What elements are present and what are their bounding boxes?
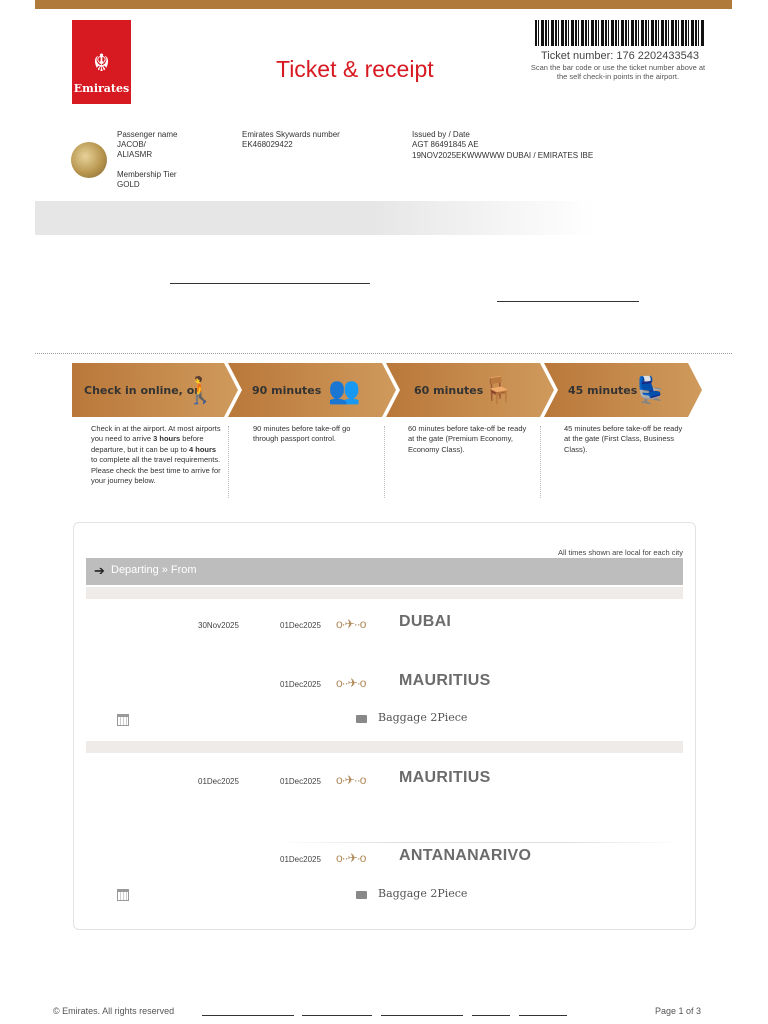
booking-date: 30Nov2025 xyxy=(198,621,239,630)
step-60-desc: 60 minutes before take-off be ready at the gate (Premium Economy, Economy Class). xyxy=(408,424,527,454)
plane-departure-icon: o·✈··o xyxy=(336,773,366,787)
passport-control-icon: 👥 xyxy=(328,375,361,405)
departure-city: DUBAI xyxy=(399,613,452,630)
segment-divider xyxy=(280,842,680,843)
ticket-number: Ticket number: 176 2202433543 xyxy=(541,50,699,62)
booking-date: 01Dec2025 xyxy=(198,777,239,786)
segment-header xyxy=(86,741,683,753)
passenger-name-line2: ALIASMR xyxy=(117,150,153,159)
departure-date: 01Dec2025 xyxy=(280,621,321,630)
arrow-right-icon: ➔ xyxy=(94,563,105,578)
arrival-date: 01Dec2025 xyxy=(280,680,321,689)
departing-label: Departing » From xyxy=(111,564,197,576)
skywards-number: EK468029422 xyxy=(242,140,293,149)
ticket-barcode xyxy=(535,20,705,46)
underline-field-1 xyxy=(170,283,370,284)
step-90-label: 90 minutes xyxy=(252,384,322,397)
page-number: Page 1 of 3 xyxy=(655,1006,702,1016)
membership-tier-label: Membership Tier xyxy=(117,170,177,179)
local-times-note: All times shown are local for each city xyxy=(557,548,683,557)
baggage-allowance: Baggage 2Piece xyxy=(378,711,468,724)
step-checkin-desc: Check in at the airport. At most airports you need to arrive 3 hours before departure, but it can be up to 4 hours to complete all the travel requirements. Please check the best time to arrive for your journey below. xyxy=(91,424,221,486)
plane-departure-icon: o·✈··o xyxy=(336,617,366,631)
footer-link-line xyxy=(381,1015,463,1016)
top-accent-bar xyxy=(35,0,732,9)
baggage-icon xyxy=(356,715,367,723)
issued-label: Issued by / Date xyxy=(412,130,470,139)
emirates-logo xyxy=(72,20,131,104)
departing-header xyxy=(86,558,683,585)
step-60-label: 60 minutes xyxy=(414,384,484,397)
arrival-date: 01Dec2025 xyxy=(280,855,321,864)
document-title: Ticket & receipt xyxy=(276,56,434,82)
segment-header xyxy=(86,587,683,599)
info-band xyxy=(35,201,595,235)
departure-date: 01Dec2025 xyxy=(280,777,321,786)
seat-icon: 💺 xyxy=(634,375,667,405)
membership-tier-value: GOLD xyxy=(117,180,140,189)
departure-city: MAURITIUS xyxy=(399,769,491,786)
step-checkin-label: Check in online, or xyxy=(84,384,200,397)
arrival-city: ANTANANARIVO xyxy=(399,847,532,864)
issued-date-place: 19NOV2025EKWWWWW DUBAI / EMIRATES IBE xyxy=(412,151,594,160)
issued-agent: AGT 86491845 AE xyxy=(412,140,479,149)
step-45-desc: 45 minutes before take-off be ready at the gate (First Class, Business Class). xyxy=(564,424,683,454)
calendar-icon[interactable] xyxy=(117,714,129,726)
checkin-steps xyxy=(72,363,702,417)
plane-arrival-icon: o··✈·o xyxy=(336,851,366,865)
skywards-label: Emirates Skywards number xyxy=(242,130,340,139)
step-divider xyxy=(228,426,229,498)
baggage-allowance: Baggage 2Piece xyxy=(378,887,468,900)
footer-link-line xyxy=(302,1015,372,1016)
logo-wordmark: Emirates xyxy=(73,82,130,95)
step-divider xyxy=(540,426,541,498)
plane-arrival-icon: o··✈·o xyxy=(336,676,366,690)
gold-tier-seal-icon xyxy=(71,142,107,178)
arrival-city: MAURITIUS xyxy=(399,672,491,689)
traveller-icon: 🚶 xyxy=(184,375,217,405)
gate-icon: 🪑 xyxy=(482,375,515,405)
footer-link-line xyxy=(472,1015,510,1016)
step-45-label: 45 minutes xyxy=(568,384,638,397)
logo-emblem-icon: ☬ xyxy=(92,49,111,77)
footer-link-line xyxy=(202,1015,294,1016)
baggage-icon xyxy=(356,891,367,899)
copyright: © Emirates. All rights reserved xyxy=(53,1006,175,1016)
step-90-desc: 90 minutes before take-off go through passport control. xyxy=(253,424,351,444)
step-divider xyxy=(384,426,385,498)
passenger-name-label: Passenger name xyxy=(117,130,178,139)
dotted-separator xyxy=(35,353,732,354)
footer-link-line xyxy=(519,1015,567,1016)
passenger-name-line1: JACOB/ xyxy=(117,140,146,149)
calendar-icon[interactable] xyxy=(117,889,129,901)
underline-field-2 xyxy=(497,301,639,302)
scan-instructions: Scan the bar code or use the ticket number above at the self check-in points in the airport. xyxy=(530,63,706,81)
